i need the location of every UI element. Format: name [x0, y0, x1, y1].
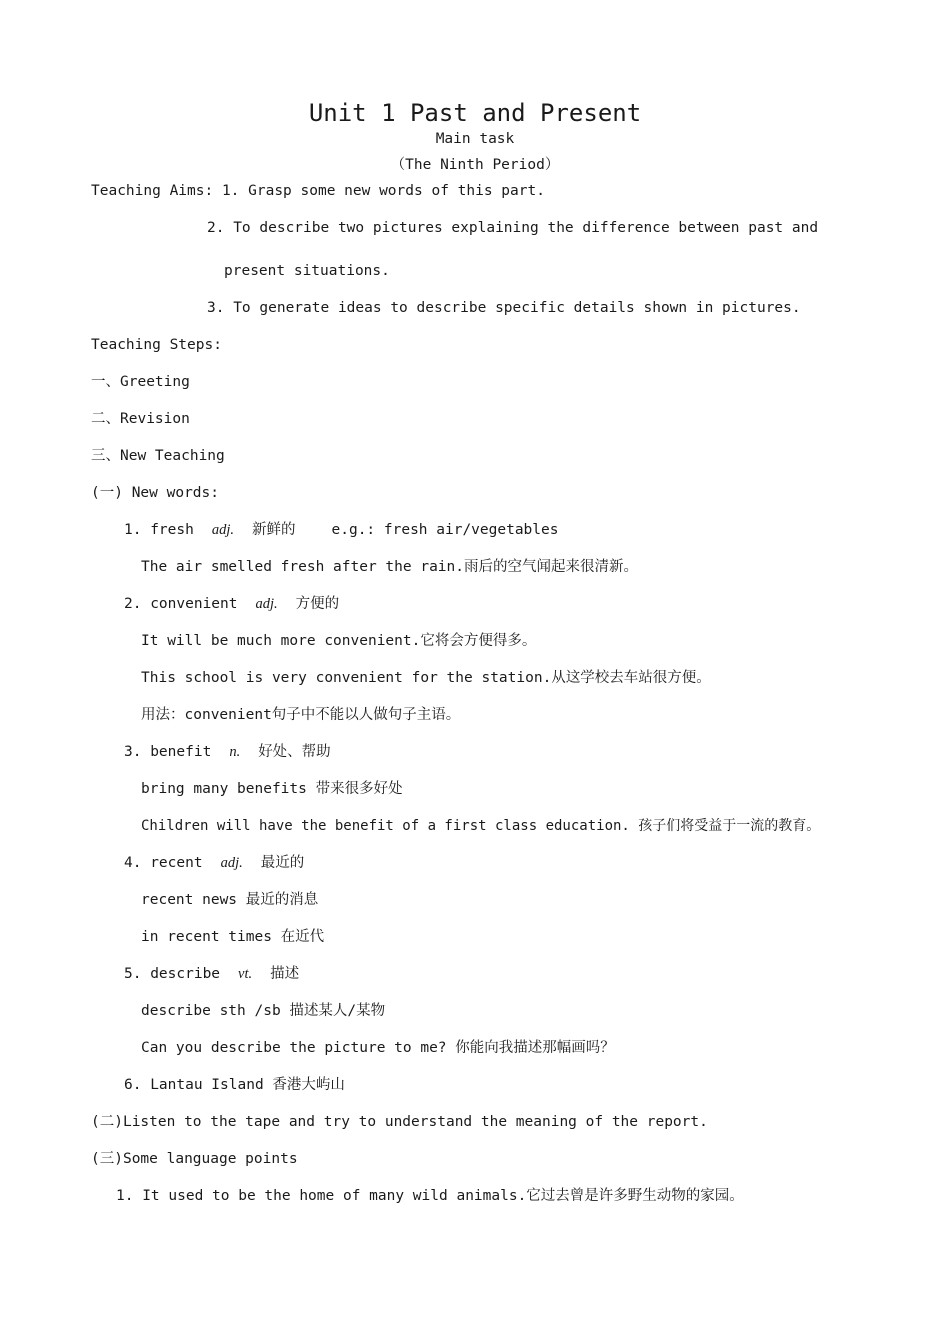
- listen-section: (二)Listen to the tape and try to understand the meaning of the report.: [91, 1114, 708, 1130]
- document-title: Unit 1 Past and Present: [308, 99, 642, 127]
- word-head: 4. recent: [124, 855, 203, 871]
- word-usage-note: 用法：convenient句子中不能以人做句子主语。: [141, 707, 461, 723]
- word-pos: n.: [229, 744, 241, 760]
- language-point-item: 1. It used to be the home of many wild animals.它过去曾是许多野生动物的家园。: [116, 1188, 744, 1204]
- word-head: 5. describe: [124, 966, 221, 982]
- word-meaning: 最近的: [260, 855, 305, 871]
- step-greeting: 一、Greeting: [91, 374, 190, 390]
- word-example: Children will have the benefit of a first class education. 孩子们将受益于一流的教育。: [141, 818, 821, 834]
- word-example: It will be much more convenient.它将会方便得多。: [141, 633, 537, 649]
- word-pos: vt.: [238, 966, 253, 982]
- word-example: bring many benefits 带来很多好处: [141, 781, 403, 797]
- word-head: 1. fresh: [124, 522, 194, 538]
- step-new-teaching: 三、New Teaching: [91, 448, 225, 464]
- word-entry: 6. Lantau Island 香港大屿山: [124, 1077, 345, 1093]
- word-example: in recent times 在近代: [141, 929, 325, 945]
- aims-line-2-cont: present situations.: [224, 263, 390, 279]
- word-entry: [124, 742, 331, 762]
- word-meaning: 方便的: [295, 596, 340, 612]
- word-meaning: 新鲜的: [252, 522, 296, 538]
- word-meaning: 描述: [270, 966, 300, 982]
- word-head: 3. benefit: [124, 744, 212, 760]
- word-entry: [124, 853, 304, 873]
- subtitle: Main task: [435, 131, 515, 147]
- steps-label: Teaching Steps:: [91, 337, 222, 353]
- aims-line-3: 3. To generate ideas to describe specific details shown in pictures.: [207, 300, 801, 316]
- word-example: describe sth /sb 描述某人/某物: [141, 1003, 386, 1019]
- word-meaning: 好处、帮助: [258, 744, 331, 760]
- word-example: recent news 最近的消息: [141, 892, 319, 908]
- word-entry: [124, 594, 339, 614]
- aims-line-2: 2. To describe two pictures explaining the difference between past and: [207, 220, 819, 236]
- word-entry: [124, 964, 299, 984]
- word-head: 2. convenient: [124, 596, 238, 612]
- word-pos: adj.: [255, 596, 278, 612]
- language-points-heading: (三)Some language points: [91, 1151, 298, 1167]
- step-revision: 二、Revision: [91, 411, 190, 427]
- word-example: This school is very convenient for the station.从这学校去车站很方便。: [141, 670, 711, 686]
- period: （The Ninth Period）: [390, 157, 560, 173]
- word-pos: adj.: [211, 522, 234, 538]
- word-example: The air smelled fresh after the rain.雨后的空气闻起来很清新。: [141, 559, 638, 575]
- word-pos: adj.: [220, 855, 243, 871]
- word-eg: e.g.: fresh air/vegetables: [331, 522, 559, 538]
- word-entry: [124, 520, 558, 540]
- word-example: Can you describe the picture to me? 你能向我描述那幅画吗？: [141, 1040, 615, 1056]
- new-words-heading: (一) New words:: [91, 485, 219, 501]
- aims-line-1: Teaching Aims: 1. Grasp some new words of this part.: [91, 183, 545, 199]
